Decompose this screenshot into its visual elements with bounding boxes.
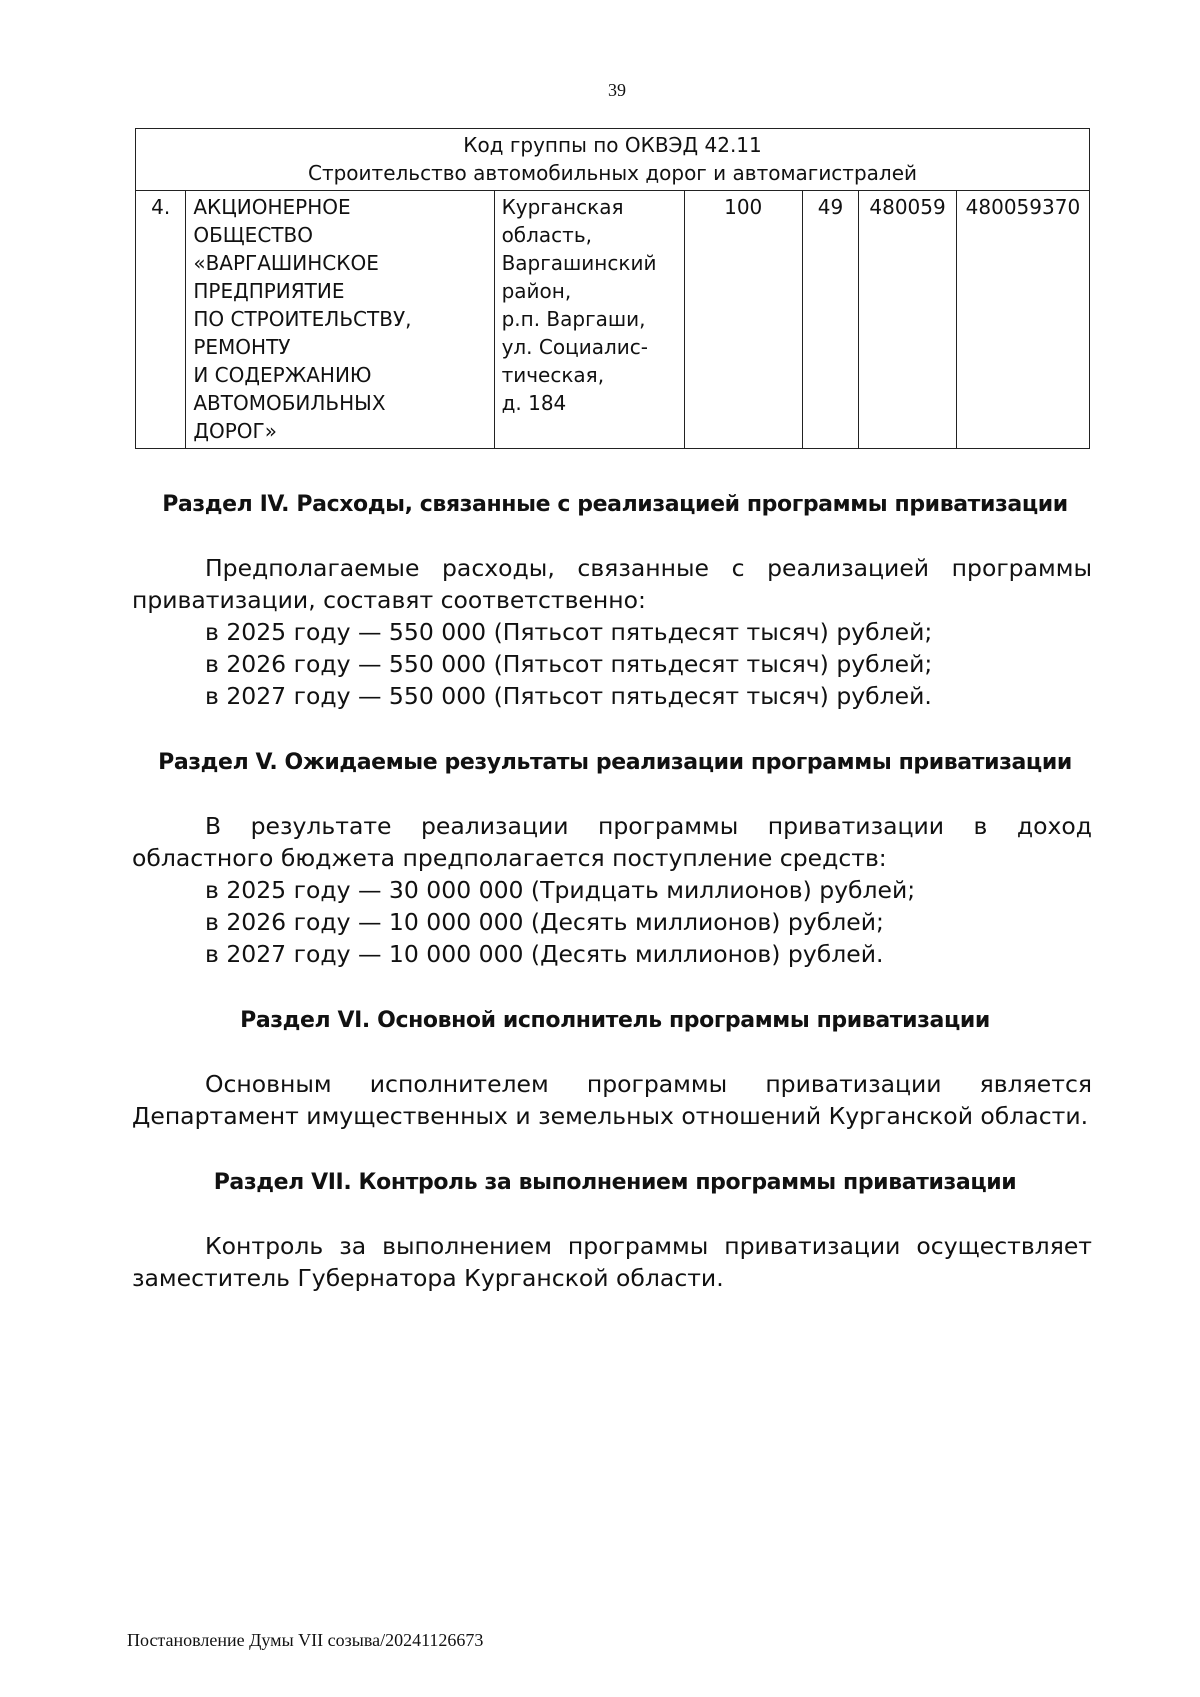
okato-cell: 480059	[859, 191, 957, 449]
table-row	[136, 191, 1090, 449]
organization-name-cell: АКЦИОНЕРНОЕ ОБЩЕСТВО «ВАРГАШИНСКОЕ ПРЕДПРИЯТИЕ ПО СТРОИТЕЛЬСТВУ, РЕМОНТУ И СОДЕРЖАНИЮ АВТОМОБИЛЬНЫХ ДОРОГ»	[186, 191, 494, 449]
section-5-line-2027: в 2027 году — 10 000 000 (Десять миллионов) рублей.	[205, 940, 884, 968]
page-number: 39	[608, 80, 626, 100]
section-6-title: Раздел VI. Основной исполнитель программы приватизации	[240, 1008, 990, 1033]
section-4-line-2027: в 2027 году — 550 000 (Пятьсот пятьдесят тысяч) рублей.	[205, 682, 932, 710]
okved-group-cell	[136, 129, 1090, 191]
section-4-line-2026: в 2026 году — 550 000 (Пятьсот пятьдесят тысяч) рублей;	[205, 650, 933, 678]
share-cell: 100	[684, 191, 802, 449]
table-group-header-row	[136, 129, 1090, 191]
section-4-intro: Предполагаемые расходы, связанные с реализацией программы приватизации, составят соответственно:	[132, 554, 1092, 614]
section-5-line-2025: в 2025 году — 30 000 000 (Тридцать миллионов) рублей;	[205, 876, 916, 904]
section-5-intro: В результате реализации программы приватизации в доход областного бюджета предполагается поступление средств:	[132, 812, 1092, 872]
section-5-title: Раздел V. Ожидаемые результаты реализации программы приватизации	[158, 750, 1072, 775]
document-footer: Постановление Думы VII созыва/20241126673	[127, 1630, 484, 1650]
section-6-text: Основным исполнителем программы приватизации является Департамент имущественных и земельных отношений Курганской области.	[132, 1070, 1092, 1130]
privatization-objects-table	[135, 128, 1090, 449]
okved-group-name: Строительство автомобильных дорог и автомагистралей	[308, 161, 917, 185]
section-4-line-2025: в 2025 году — 550 000 (Пятьсот пятьдесят тысяч) рублей;	[205, 618, 933, 646]
section-7-text: Контроль за выполнением программы приватизации осуществляет заместитель Губернатора Курганской области.	[132, 1232, 1092, 1292]
section-4-title: Раздел IV. Расходы, связанные с реализацией программы приватизации	[162, 492, 1068, 517]
okved-group-code: Код группы по ОКВЭД 42.11	[463, 133, 762, 157]
oktmo-cell: 480059370	[956, 191, 1089, 449]
row-number-cell: 4.	[136, 191, 186, 449]
address-cell: Курганская область, Варгашинский район, р.п. Варгаши, ул. Социалис- тическая, д. 184	[494, 191, 684, 449]
section-5-line-2026: в 2026 году — 10 000 000 (Десять миллионов) рублей;	[205, 908, 884, 936]
region-code-cell: 49	[802, 191, 859, 449]
section-7-title: Раздел VII. Контроль за выполнением программы приватизации	[213, 1170, 1017, 1195]
